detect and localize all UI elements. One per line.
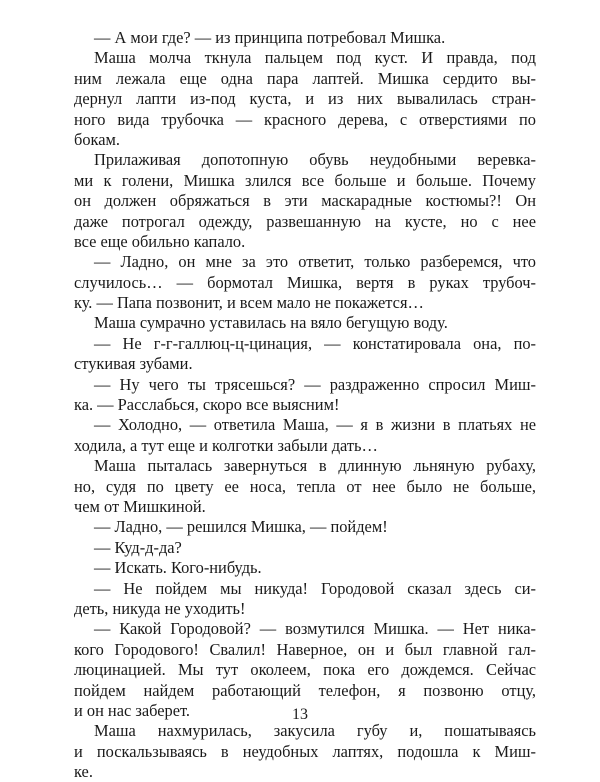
text-line: и он нас заберет. xyxy=(74,700,190,720)
page-number: 13 xyxy=(292,706,308,723)
text-line: ного вида трубочка — красного дерева, с отверстиями по xyxy=(74,109,536,129)
text-line: чем от Мишкиной. xyxy=(74,496,206,516)
text-line: — Ладно, — решился Мишка, — пойдем! xyxy=(94,517,388,537)
text-line: ми к голени, Мишка злился все больше и больше. Почему xyxy=(74,170,536,190)
text-line: дернул лапти из-под куста, и из них вывалилась стран- xyxy=(74,89,536,109)
text-line: но, судя по цвету ее носа, тепла от нее было не больше, xyxy=(74,476,536,496)
text-line: ку. — Папа позвонит, и всем мало не покажется… xyxy=(74,293,424,313)
text-line: кого Городового! Свалил! Наверное, он и был главной гал- xyxy=(74,639,536,659)
text-line: Прилаживая допотопную обувь неудобными веревка- xyxy=(94,150,536,170)
text-line: — Куд-д-да? xyxy=(94,537,182,557)
text-line: пойдем найдем работающий телефон, я позвоню отцу, xyxy=(74,680,536,700)
text-line: ходила, а тут еще и колготки забыли дать… xyxy=(74,435,378,455)
text-line: — Какой Городовой? — возмутился Мишка. — Нет ника- xyxy=(94,619,536,639)
text-line: случилось… — бормотал Мишка, вертя в руках трубоч- xyxy=(74,272,536,292)
page-text xyxy=(74,28,536,782)
text-line: — Не пойдем мы никуда! Городовой сказал здесь си- xyxy=(94,578,536,598)
text-line: даже потрогал одежду, развешанную на кусте, но с нее xyxy=(74,211,536,231)
text-line: — Искать. Кого-нибудь. xyxy=(94,558,262,578)
text-line: Маша пыталась завернуться в длинную льняную рубаху, xyxy=(94,456,536,476)
text-line: люцинацией. Мы тут околеем, пока его дождемся. Сейчас xyxy=(74,660,536,680)
text-line: ке. xyxy=(74,762,93,782)
text-line: — А мои где? — из принципа потребовал Мишка. xyxy=(94,28,446,47)
text-line: бокам. xyxy=(74,129,120,149)
text-line: он должен обряжаться в эти маскарадные костюмы?! Он xyxy=(74,191,536,211)
text-line: — Ну чего ты трясешься? — раздраженно спросил Миш- xyxy=(94,374,536,394)
text-line: и поскальзываясь в неудобных лаптях, подошла к Миш- xyxy=(74,741,536,761)
text-line: — Холодно, — ответила Маша, — я в жизни в платьях не xyxy=(94,415,536,435)
text-line: — Ладно, он мне за это ответит, только разберемся, что xyxy=(94,252,536,272)
text-line: ка. — Расслабься, скоро все выясним! xyxy=(74,395,340,415)
text-line: — Не г-г-галлюц-ц-цинация, — констатировала она, по- xyxy=(94,333,536,353)
text-line: Маша сумрачно уставилась на вяло бегущую воду. xyxy=(94,313,448,333)
text-line: ним лежала еще одна пара лаптей. Мишка сердито вы- xyxy=(74,68,536,88)
text-line: Маша молча ткнула пальцем под куст. И правда, под xyxy=(94,48,536,68)
text-line: Маша нахмурилась, закусила губу и, пошатываясь xyxy=(94,721,536,741)
text-line: все еще обильно капало. xyxy=(74,231,246,251)
text-line: деть, никуда не уходить! xyxy=(74,598,246,618)
text-line: стукивая зубами. xyxy=(74,354,193,374)
